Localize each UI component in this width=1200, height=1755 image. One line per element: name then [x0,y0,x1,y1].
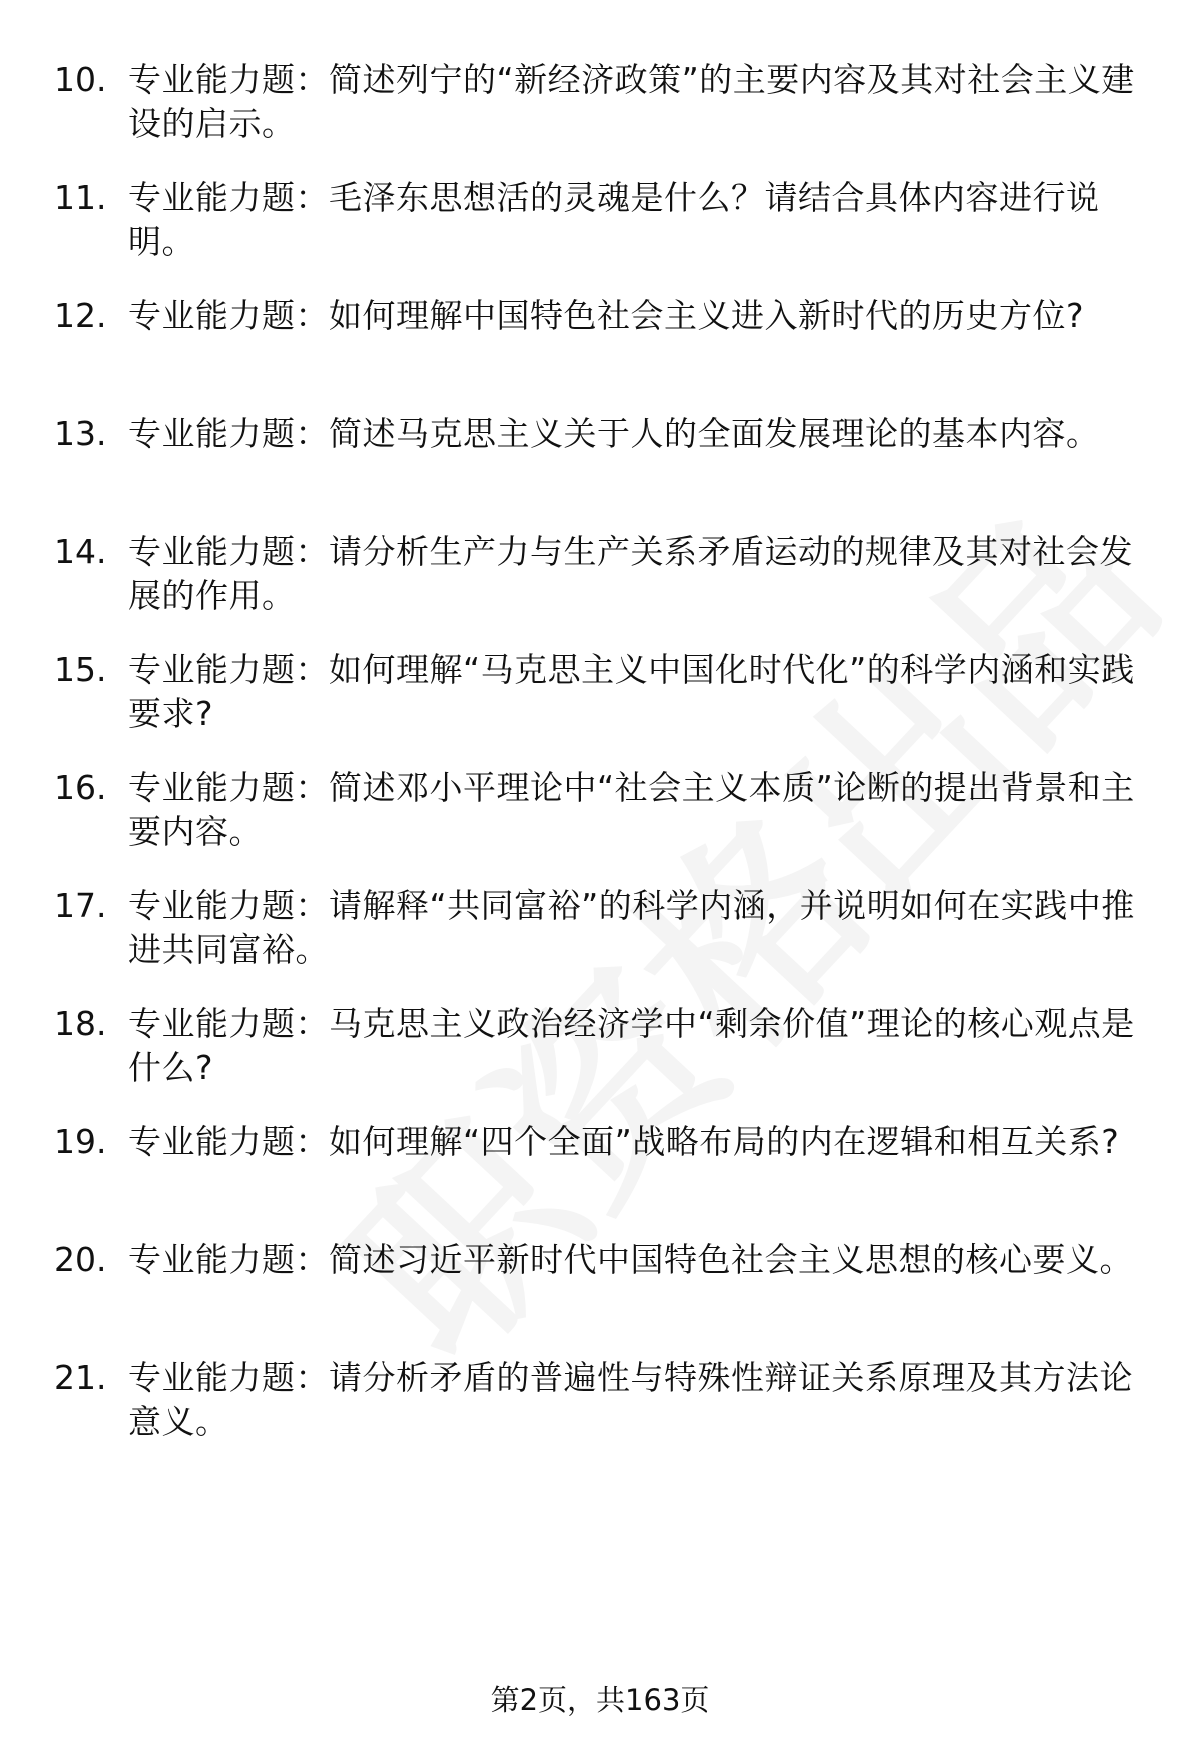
question-text: 专业能力题：如何理解“马克思主义中国化时代化”的科学内涵和实践要求? [128,650,1135,733]
question-text: 专业能力题：如何理解中国特色社会主义进入新时代的历史方位? [128,296,1085,335]
question-text: 专业能力题：请分析生产力与生产关系矛盾运动的规律及其对社会发展的作用。 [128,532,1133,615]
question-number: 12. [54,296,107,335]
question-text: 专业能力题：请分析矛盾的普遍性与特殊性辩证关系原理及其方法论意义。 [128,1358,1133,1441]
question-number: 16. [54,768,107,807]
question-item [0,58,1200,168]
question-number: 10. [54,60,107,99]
question-number: 20. [54,1240,107,1279]
question-item [0,766,1200,876]
question-item [0,884,1200,994]
question-text: 专业能力题：毛泽东思想活的灵魂是什么？请结合具体内容进行说明。 [128,178,1100,261]
question-item [0,1356,1200,1466]
question-text: 专业能力题：马克思主义政治经济学中“剩余价值”理论的核心观点是什么? [128,1004,1135,1087]
question-number: 14. [54,532,107,571]
question-text: 专业能力题：简述习近平新时代中国特色社会主义思想的核心要义。 [128,1240,1133,1279]
question-text: 专业能力题：如何理解“四个全面”战略布局的内在逻辑和相互关系? [128,1122,1120,1161]
question-number: 21. [54,1358,107,1397]
page-footer: 第2页，共163页 [490,1683,710,1717]
question-item [0,1002,1200,1112]
question-item [0,176,1200,286]
question-number: 17. [54,886,107,925]
question-number: 15. [54,650,107,689]
question-item [0,530,1200,640]
question-item [0,412,1200,522]
question-item [0,294,1200,404]
question-text: 专业能力题：请解释“共同富裕”的科学内涵，并说明如何在实践中推进共同富裕。 [128,886,1135,969]
question-number: 11. [54,178,107,217]
question-item [0,648,1200,758]
question-text: 专业能力题：简述马克思主义关于人的全面发展理论的基本内容。 [128,414,1100,453]
question-text: 专业能力题：简述列宁的“新经济政策”的主要内容及其对社会主义建设的启示。 [128,60,1135,143]
question-item [0,1120,1200,1230]
question-item [0,1238,1200,1348]
question-text: 专业能力题：简述邓小平理论中“社会主义本质”论断的提出背景和主要内容。 [128,768,1135,851]
question-number: 13. [54,414,107,453]
question-number: 19. [54,1122,107,1161]
question-number: 18. [54,1004,107,1043]
